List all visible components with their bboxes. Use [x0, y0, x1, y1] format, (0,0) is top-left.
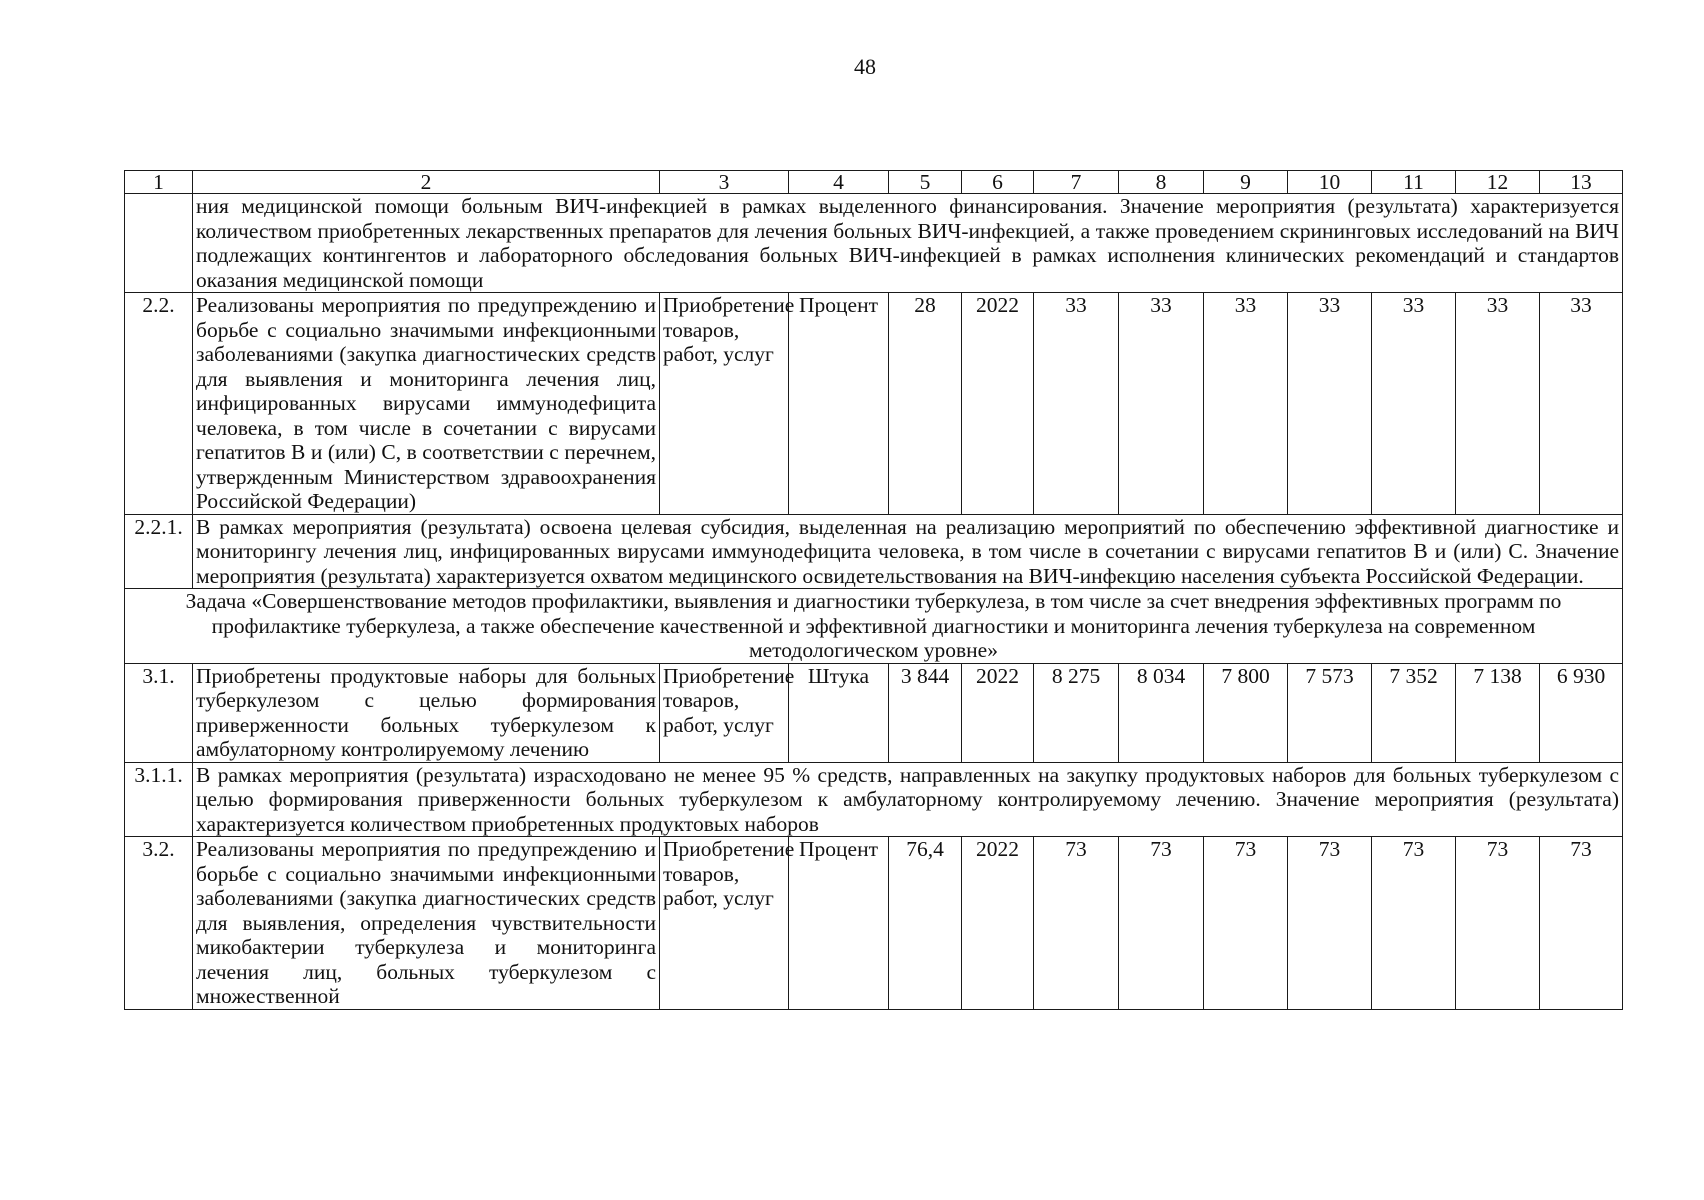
base-value: 3 844 — [889, 663, 962, 762]
year-value: 33 — [1034, 293, 1119, 515]
base-value: 28 — [889, 293, 962, 515]
note-text: В рамках мероприятия (результата) израсходовано не менее 95 % средств, направленных на закупку продуктовых наборов для больных туберкулезом с целью формирования приверженности больных туберкулезом к амбулаторному контролируемому лечению. Значение мероприятия (результата) характеризуется количеством приобретенных продуктовых наборов — [193, 762, 1623, 837]
row-type: Приобретение товаров, работ, услуг — [660, 663, 789, 762]
column-number: 2 — [193, 171, 660, 194]
year-value: 7 800 — [1204, 663, 1288, 762]
table-row — [125, 837, 1623, 1010]
year-value: 73 — [1119, 837, 1204, 1010]
year-value: 73 — [1288, 837, 1372, 1010]
column-number: 8 — [1119, 171, 1204, 194]
column-number: 7 — [1034, 171, 1119, 194]
note-row — [125, 514, 1623, 589]
year-value: 8 275 — [1034, 663, 1119, 762]
column-number: 13 — [1540, 171, 1623, 194]
row-number: 3.2. — [125, 837, 193, 1010]
row-unit: Процент — [789, 837, 889, 1010]
indicators-table — [124, 170, 1623, 1010]
year-value: 73 — [1034, 837, 1119, 1010]
note-row — [125, 762, 1623, 837]
column-number: 1 — [125, 171, 193, 194]
year-value: 7 573 — [1288, 663, 1372, 762]
year-value: 73 — [1372, 837, 1456, 1010]
row-number: 2.2. — [125, 293, 193, 515]
year-value: 33 — [1288, 293, 1372, 515]
task-text: Задача «Совершенствование методов профилактики, выявления и диагностики туберкулеза, в том числе за счет внедрения эффективных программ по профилактике туберкулеза, а также обеспечение качественной и эффективной диагностики и мониторинга лечения туберкулеза на современном методологическом уровне» — [125, 589, 1623, 664]
year-value: 7 352 — [1372, 663, 1456, 762]
table-row — [125, 293, 1623, 515]
column-numbers-row — [125, 171, 1623, 194]
row-name: Реализованы мероприятия по предупреждению и борьбе с социально значимыми инфекционными заболеваниями (закупка диагностических средств для выявления, определения чувствительности микобактерии туберкулеза и мониторинга лечения лиц, больных туберкулезом с множественной — [193, 837, 660, 1010]
year-value: 73 — [1456, 837, 1540, 1010]
column-number: 5 — [889, 171, 962, 194]
column-number: 4 — [789, 171, 889, 194]
row-type: Приобретение товаров, работ, услуг — [660, 837, 789, 1010]
row-number: 3.1. — [125, 663, 193, 762]
note-text: В рамках мероприятия (результата) освоена целевая субсидия, выделенная на реализацию мероприятий по обеспечению эффективной диагностике и мониторингу лечения лиц, инфицированных вирусами иммунодефицита человека, в том числе в сочетании с вирусами гепатитов В и (или) С. Значение мероприятия (результата) характеризуется охватом медицинского освидетельствования на ВИЧ-инфекцию населения субъекта Российской Федерации. — [193, 514, 1623, 589]
base-year: 2022 — [962, 663, 1034, 762]
table-row — [125, 663, 1623, 762]
year-value: 33 — [1540, 293, 1623, 515]
column-number: 11 — [1372, 171, 1456, 194]
year-value: 8 034 — [1119, 663, 1204, 762]
continuation-text: ния медицинской помощи больным ВИЧ-инфекцией в рамках выделенного финансирования. Значение мероприятия (результата) характеризуется количеством приобретенных лекарственных препаратов для лечения больных ВИЧ-инфекцией, а также проведением скрининговых исследований на ВИЧ подлежащих контингентов и лабораторного обследования больных ВИЧ-инфекцией в рамках исполнения клинических рекомендаций и стандартов оказания медицинской помощи — [193, 194, 1623, 293]
row-name: Приобретены продуктовые наборы для больных туберкулезом с целью формирования приверженности больных туберкулезом к амбулаторному контролируемому лечению — [193, 663, 660, 762]
task-row — [125, 589, 1623, 664]
year-value: 33 — [1119, 293, 1204, 515]
base-year: 2022 — [962, 837, 1034, 1010]
base-year: 2022 — [962, 293, 1034, 515]
column-number: 6 — [962, 171, 1034, 194]
column-number: 9 — [1204, 171, 1288, 194]
note-number: 2.2.1. — [125, 514, 193, 589]
year-value: 33 — [1372, 293, 1456, 515]
year-value: 33 — [1204, 293, 1288, 515]
year-value: 73 — [1540, 837, 1623, 1010]
column-number: 10 — [1288, 171, 1372, 194]
column-number: 3 — [660, 171, 789, 194]
year-value: 6 930 — [1540, 663, 1623, 762]
column-number: 12 — [1456, 171, 1540, 194]
note-number: 3.1.1. — [125, 762, 193, 837]
empty-number-cell — [125, 194, 193, 293]
row-type: Приобретение товаров, работ, услуг — [660, 293, 789, 515]
row-name: Реализованы мероприятия по предупреждению и борьбе с социально значимыми инфекционными заболеваниями (закупка диагностических средств для выявления и мониторинга лечения лиц, инфицированных вирусами иммунодефицита человека, в том числе в сочетании с вирусами гепатитов В и (или) С, в соответствии с перечнем, утвержденным Министерством здравоохранения Российской Федерации) — [193, 293, 660, 515]
continuation-row — [125, 194, 1623, 293]
row-unit: Штука — [789, 663, 889, 762]
base-value: 76,4 — [889, 837, 962, 1010]
row-unit: Процент — [789, 293, 889, 515]
year-value: 7 138 — [1456, 663, 1540, 762]
year-value: 73 — [1204, 837, 1288, 1010]
page-number: 48 — [854, 54, 876, 79]
year-value: 33 — [1456, 293, 1540, 515]
